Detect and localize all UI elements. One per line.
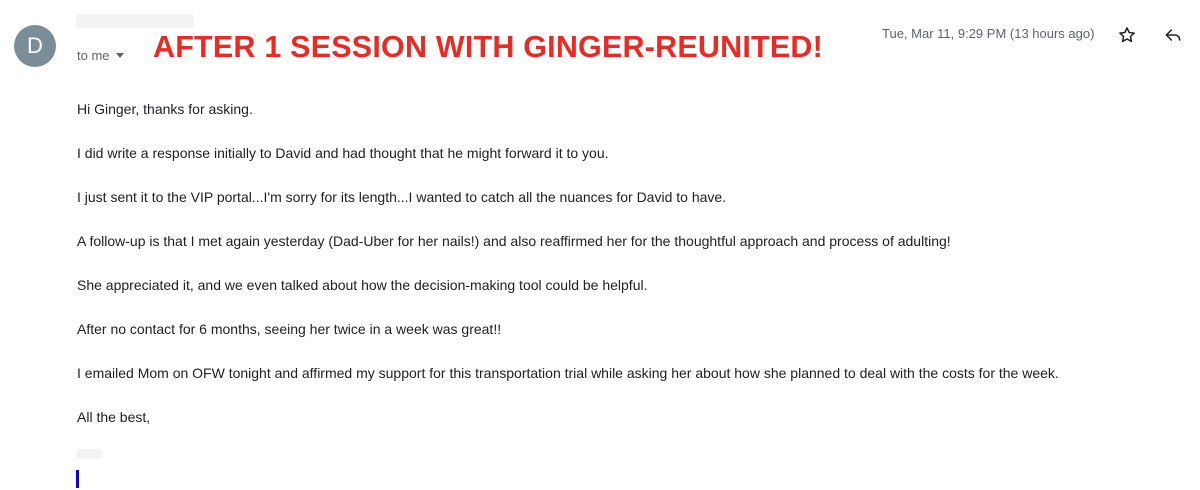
recipient-label: to me (77, 48, 110, 63)
avatar-initial: D (27, 33, 43, 58)
message-line: I did write a response initially to David and had thought that he might forward it to you. (77, 145, 609, 161)
text-cursor (76, 470, 79, 488)
message-body (77, 99, 1059, 427)
message-line: A follow-up is that I met again yesterday (Dad-Uber for her nails!) and also reaffirmed her for the thoughtful approach and process of adulting! (77, 233, 951, 249)
overlay-title: AFTER 1 SESSION WITH GINGER-REUNITED! (153, 30, 823, 64)
message-timestamp: Tue, Mar 11, 9:29 PM (13 hours ago) (882, 26, 1095, 41)
recipient-dropdown[interactable] (77, 48, 124, 63)
message-line: After no contact for 6 months, seeing her twice in a week was great!! (77, 321, 502, 337)
message-line: I just sent it to the VIP portal...I'm sorry for its length...I wanted to catch all the nuances for David to have. (77, 189, 727, 205)
reply-button[interactable] (1162, 24, 1184, 46)
chevron-down-icon (116, 53, 124, 58)
sender-avatar[interactable] (14, 25, 56, 67)
message-line: I emailed Mom on OFW tonight and affirmed my support for this transportation trial while asking her about how she planned to deal with the costs for the week. (77, 365, 1059, 381)
reply-icon (1163, 25, 1183, 45)
message-line: Hi Ginger, thanks for asking. (77, 101, 253, 117)
star-button[interactable] (1116, 24, 1138, 46)
star-icon (1117, 25, 1137, 45)
sender-name-redacted (76, 14, 194, 28)
message-line: She appreciated it, and we even talked about how the decision-making tool could be helpful. (77, 277, 648, 293)
message-line: All the best, (77, 409, 151, 425)
signature-redacted (76, 449, 102, 459)
